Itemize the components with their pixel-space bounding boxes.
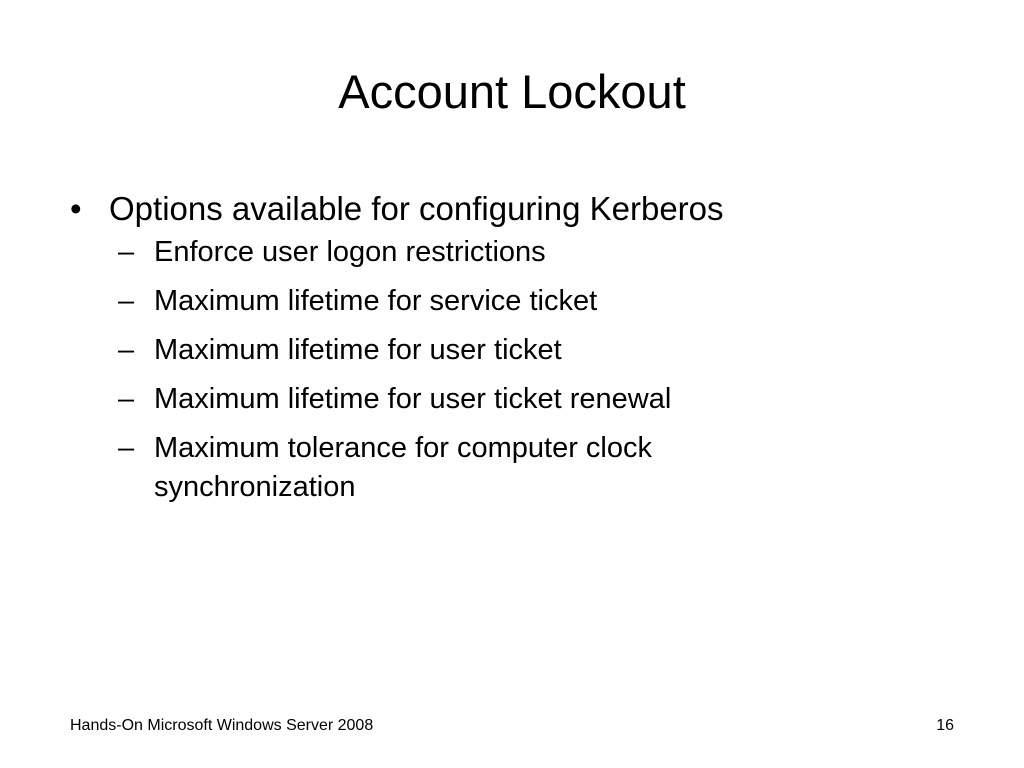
sub-bullet-text: Maximum lifetime for user ticket <box>154 334 562 366</box>
sub-bullet-item <box>70 331 950 370</box>
footer-course-title: Hands-On Microsoft Windows Server 2008 <box>70 717 374 734</box>
slide-body <box>70 186 950 517</box>
bullet-marker-icon: • <box>70 190 82 227</box>
dash-marker-icon: – <box>118 334 135 366</box>
bullet-item <box>70 186 950 232</box>
sub-bullet-item <box>70 380 950 419</box>
sub-bullet-text: Maximum tolerance for computer clock synchronization <box>154 432 652 503</box>
dash-marker-icon: – <box>118 432 135 464</box>
dash-marker-icon: – <box>118 285 135 317</box>
sub-bullet-item <box>70 233 950 272</box>
bullet-text: Options available for configuring Kerberos <box>109 190 724 227</box>
dash-marker-icon: – <box>118 383 135 415</box>
sub-bullet-text: Enforce user logon restrictions <box>154 236 546 268</box>
dash-marker-icon: – <box>118 236 135 268</box>
sub-bullet-text: Maximum lifetime for service ticket <box>154 285 598 317</box>
sub-bullet-item <box>70 429 834 507</box>
sub-bullet-text: Maximum lifetime for user ticket renewal <box>154 383 672 415</box>
sub-bullet-list <box>70 233 950 507</box>
sub-bullet-item <box>70 282 950 321</box>
footer-page-number: 16 <box>936 717 954 734</box>
slide-title: Account Lockout <box>338 65 686 118</box>
